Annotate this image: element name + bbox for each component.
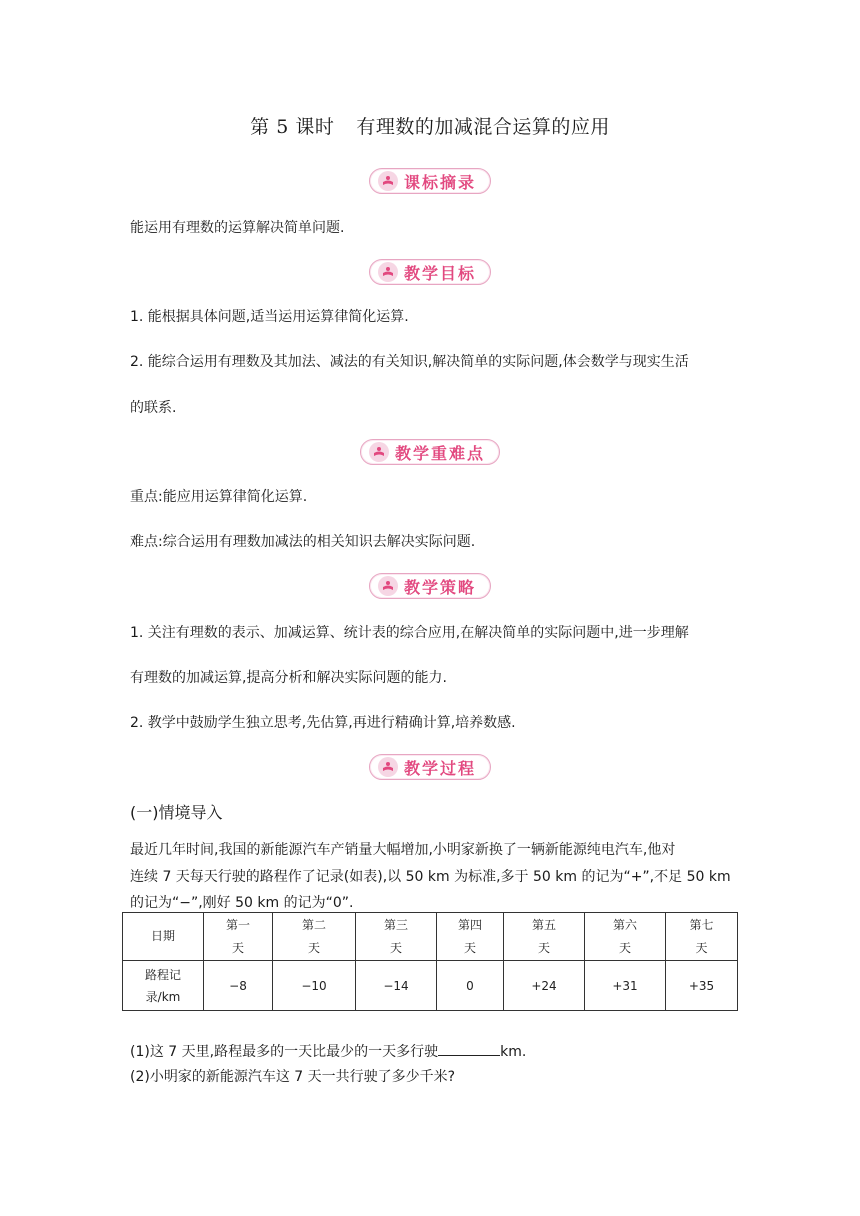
goal-item-2-line2: 的联系.: [130, 400, 177, 416]
book-icon: [378, 262, 398, 282]
book-icon: [369, 442, 389, 462]
value-cell: −8: [204, 961, 273, 1011]
strategy-item-1-line1: 1. 关注有理数的表示、加减运算、统计表的综合应用,在解决简单的实际问题中,进一步理解: [130, 625, 689, 641]
intro-line-1: 最近几年时间,我国的新能源汽车产销量大幅增加,小明家新换了一辆新能源纯电汽车,他对: [130, 842, 676, 858]
key-point-text: 重点:能应用运算律简化运算.: [130, 489, 308, 505]
question-2: (2)小明家的新能源汽车这 7 天一共行驶了多少千米?: [130, 1069, 456, 1085]
header-day-cell: 第六 天: [585, 913, 666, 961]
book-icon: [378, 757, 398, 777]
section-badge-process: [369, 754, 491, 780]
table-header-row: [123, 913, 738, 961]
badge-label: 教学过程: [403, 758, 477, 778]
table-data-row: [123, 961, 738, 1011]
intro-line-3: 的记为“−”,刚好 50 km 的记为“0”.: [130, 895, 354, 911]
lesson-title: [0, 112, 860, 139]
section-badge-goals: [369, 259, 491, 285]
strategy-item-2: 2. 教学中鼓励学生独立思考,先估算,再进行精确计算,培养数感.: [130, 715, 516, 731]
goal-item-1: 1. 能根据具体问题,适当运用运算律简化运算.: [130, 309, 409, 325]
value-cell: −14: [356, 961, 437, 1011]
answer-blank: [438, 1041, 500, 1056]
value-cell: +31: [585, 961, 666, 1011]
value-cell: +24: [504, 961, 585, 1011]
book-icon: [378, 171, 398, 191]
header-day-cell: 第二 天: [273, 913, 356, 961]
header-day-cell: 第一 天: [204, 913, 273, 961]
value-cell: +35: [666, 961, 738, 1011]
section-badge-keypoints: [360, 439, 500, 465]
curriculum-text: 能运用有理数的运算解决简单问题.: [130, 220, 345, 236]
mileage-table: [122, 912, 738, 1011]
badge-label: 教学重难点: [394, 443, 486, 463]
badge-label: 课标摘录: [403, 172, 477, 192]
badge-label: 教学策略: [403, 577, 477, 597]
value-cell: −10: [273, 961, 356, 1011]
difficult-point-text: 难点:综合运用有理数加减法的相关知识去解决实际问题.: [130, 534, 476, 550]
row-label-cell: 路程记 录/km: [123, 961, 204, 1011]
book-icon: [378, 576, 398, 596]
process-subheading: (一)情境导入: [130, 803, 223, 822]
lesson-topic: 有理数的加减混合运算的应用: [356, 116, 610, 138]
question-1: (1)这 7 天里,路程最多的一天比最少的一天多行驶 km.: [130, 1041, 526, 1062]
section-badge-curriculum: [369, 168, 491, 194]
section-badge-strategy: [369, 573, 491, 599]
strategy-item-1-line2: 有理数的加减运算,提高分析和解决实际问题的能力.: [130, 670, 447, 686]
header-day-cell: 第三 天: [356, 913, 437, 961]
value-cell: 0: [437, 961, 504, 1011]
badge-label: 教学目标: [403, 263, 477, 283]
header-day-cell: 第四 天: [437, 913, 504, 961]
lesson-number: 第 5 课时: [250, 116, 335, 138]
header-day-cell: 第七 天: [666, 913, 738, 961]
goal-item-2-line1: 2. 能综合运用有理数及其加法、减法的有关知识,解决简单的实际问题,体会数学与现实生活: [130, 354, 689, 370]
header-day-cell: 第五 天: [504, 913, 585, 961]
header-date-cell: 日期: [123, 913, 204, 961]
intro-line-2: 连续 7 天每天行驶的路程作了记录(如表),以 50 km 为标准,多于 50 km 的记为“+”,不足 50 km: [130, 869, 731, 885]
